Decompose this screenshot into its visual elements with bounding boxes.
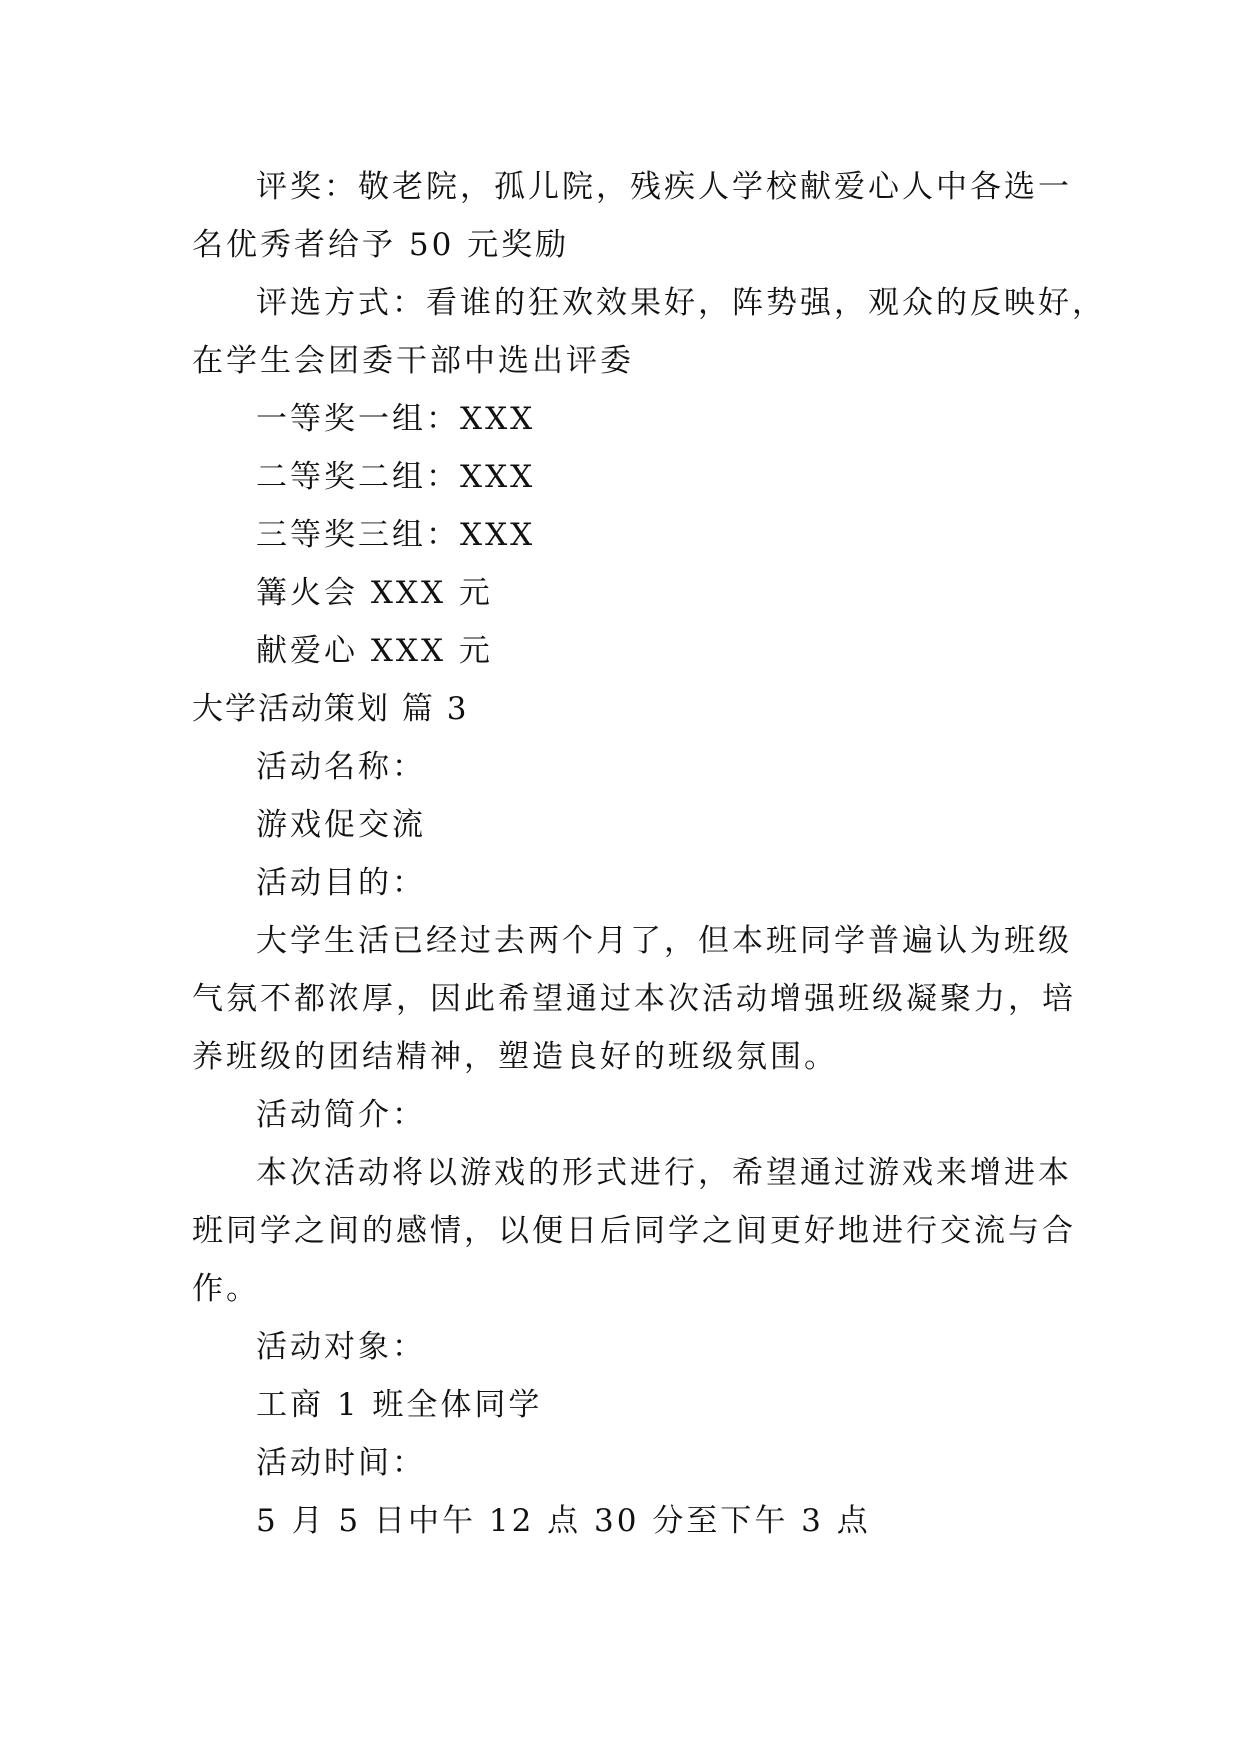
activity-target-label: 活动对象：: [256, 1329, 426, 1365]
activity-purpose-line-2: 气氛不都浓厚，因此希望通过本次活动增强班级凝聚力，培: [192, 981, 1076, 1017]
judging-method-line-1: 评选方式：看谁的狂欢效果好，阵势强，观众的反映好，: [256, 285, 1106, 321]
first-prize-line: 一等奖一组：XXX: [256, 401, 536, 437]
activity-name-label: 活动名称：: [256, 749, 426, 785]
bonfire-budget-line: 篝火会 XXX 元: [256, 575, 493, 611]
activity-purpose-line-3: 养班级的团结精神，塑造良好的班级氛围。: [192, 1039, 838, 1075]
section-heading: 大学活动策划 篇 3: [192, 691, 469, 727]
activity-purpose-label: 活动目的：: [256, 865, 426, 901]
award-paragraph-line-2: 名优秀者给予 50 元奖励: [192, 227, 570, 263]
activity-time-value: 5 月 5 日中午 12 点 30 分至下午 3 点: [256, 1503, 871, 1539]
activity-intro-label: 活动简介：: [256, 1097, 426, 1133]
third-prize-line: 三等奖三组：XXX: [256, 517, 536, 553]
judging-method-line-2: 在学生会团委干部中选出评委: [192, 343, 634, 379]
activity-intro-line-1: 本次活动将以游戏的形式进行，希望通过游戏来增进本: [256, 1155, 1072, 1191]
award-paragraph-line-1: 评奖：敬老院，孤儿院，残疾人学校献爱心人中各选一: [256, 169, 1072, 205]
activity-purpose-line-1: 大学生活已经过去两个月了，但本班同学普遍认为班级: [256, 923, 1072, 959]
document-body: [192, 158, 1106, 1550]
activity-intro-line-2: 班同学之间的感情，以便日后同学之间更好地进行交流与合: [192, 1213, 1076, 1249]
activity-time-label: 活动时间：: [256, 1445, 426, 1481]
activity-target-value: 工商 1 班全体同学: [256, 1387, 543, 1423]
second-prize-line: 二等奖二组：XXX: [256, 459, 536, 495]
activity-name-value: 游戏促交流: [256, 807, 426, 843]
activity-intro-line-3: 作。: [192, 1271, 260, 1307]
charity-budget-line: 献爱心 XXX 元: [256, 633, 493, 669]
